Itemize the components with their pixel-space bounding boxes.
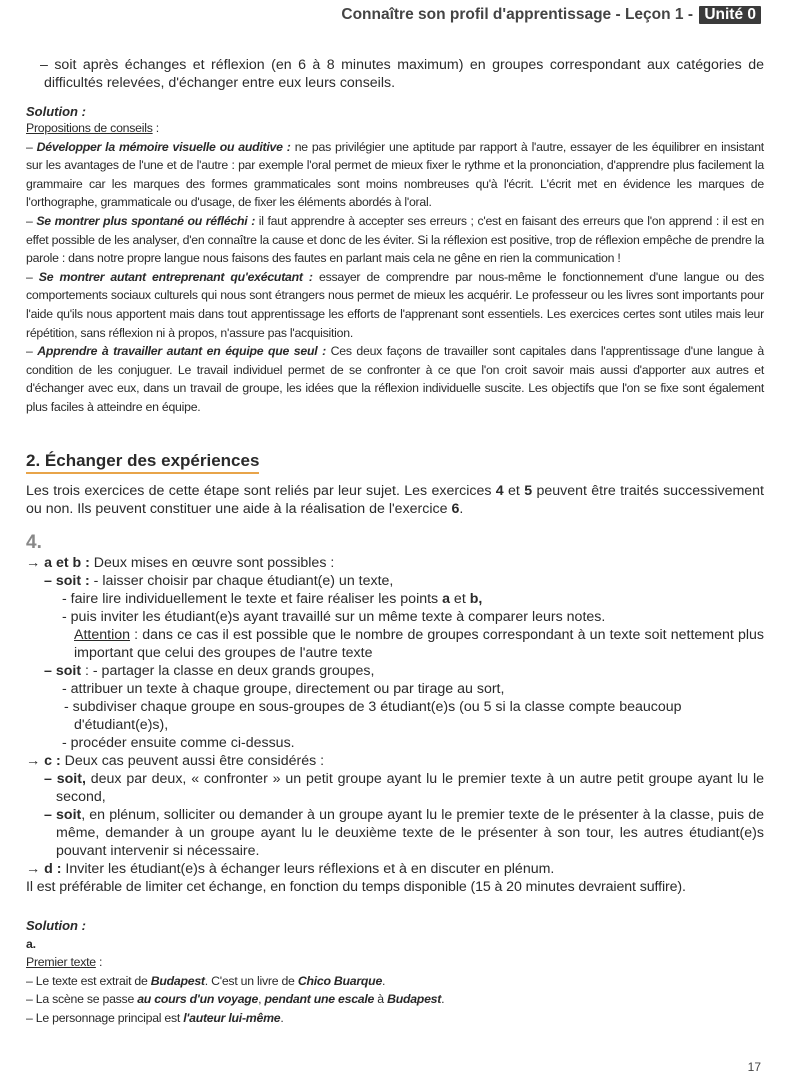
answer-text: à xyxy=(374,992,388,1007)
answer-text: . xyxy=(280,1010,284,1025)
option-bullet: - procéder ensuite comme ci-dessus. xyxy=(62,734,295,751)
case-label: – soit xyxy=(44,806,82,823)
step-label: → d : xyxy=(26,860,62,877)
bullet-text: et xyxy=(449,590,470,607)
conseil-text: Ces deux façons de travailler sont capitales dans l'apprentissage d'une langue à condition de les conjuguer. Le travail individuel permet de se confronter à ce que l'on croit savoir mais aussi d'apporter aux autres et d'échanger avec eux, dans un travail de groupe, les idées que la réflexion individuelle suscite. Les objectifs que l'on se fixe sont également plus faciles à atteindre en équipe. xyxy=(26,344,764,414)
section-intro-text: et xyxy=(503,482,525,499)
conseil-text: ne pas privilégier une aptitude par rapport à l'autre, essayer de les équilibrer en insistant sur les avantages de l'une et de l'autre : par exemple l'oral permet de mieux fixer le rythme et la prononciation, d'apprendre plus facilement la grammaire car les marques des formes grammaticales sont moins nombreuses qu'à l'écrit. L'écrit met en évidence les marques de l'orthographe, grammaticale ou d'usage, de fixer les éléments abordés à l'oral. xyxy=(26,139,764,210)
case-1 xyxy=(26,770,764,806)
option-bullet: - puis inviter les étudiant(e)s ayant travaillé sur un même texte à comparer leurs notes. xyxy=(62,608,606,625)
conseil-item xyxy=(26,342,764,416)
answer-emphasis: au cours d'un voyage xyxy=(137,992,259,1007)
step-c xyxy=(26,752,764,770)
exercise-ref: 4 xyxy=(495,482,504,499)
attention-label: Attention xyxy=(74,626,131,643)
answer-emphasis: l'auteur lui-même xyxy=(183,1010,281,1025)
conseil-dash: – xyxy=(26,344,38,359)
bullet-bold: b, xyxy=(469,590,483,607)
answer-line xyxy=(26,972,764,991)
option-soit-2 xyxy=(26,662,764,680)
conseils-subtitle xyxy=(26,119,764,138)
conseil-heading: Apprendre à travailler autant en équipe que seul : xyxy=(37,344,326,359)
page-number: 17 xyxy=(747,1060,761,1074)
option-bullet: - subdiviser chaque groupe en sous-groupes de 3 étudiant(e)s (ou 5 si la classe compte beaucoup d'étudiant(e)s), xyxy=(64,698,682,733)
section-title: 2. Échanger des expériences xyxy=(26,451,259,474)
step-label: → a et b : xyxy=(26,554,90,571)
page-content xyxy=(26,56,764,1027)
exercise-ref: 5 xyxy=(524,482,533,499)
option-bullet xyxy=(26,590,764,608)
answer-line xyxy=(26,1009,764,1028)
conseil-item xyxy=(26,268,764,342)
conseils-subtitle-text: Propositions de conseils xyxy=(26,121,153,135)
answer-text: . xyxy=(441,992,445,1007)
running-header xyxy=(341,6,761,24)
exercise-number: 4. xyxy=(26,531,42,553)
conseil-heading: Se montrer autant entreprenant qu'exécutant : xyxy=(38,269,313,284)
option-label: – soit : xyxy=(44,572,90,589)
option-soit-1 xyxy=(26,572,764,590)
step-ab xyxy=(26,554,764,572)
answer-emphasis: Budapest xyxy=(150,973,205,988)
answer-emphasis: pendant une escale xyxy=(264,992,375,1007)
step-label: → c : xyxy=(26,752,61,769)
attention-text: : dans ce cas il est possible que le nombre de groupes correspondant à un texte soit nettement plus important que celui des groupes de l'autre texte xyxy=(74,626,764,661)
conseil-heading: Développer la mémoire visuelle ou auditive : xyxy=(36,139,291,154)
answer-line xyxy=(26,990,764,1009)
bullet-text: - faire lire individuellement le texte et faire réaliser les points xyxy=(62,590,443,607)
answer-text: . C'est un livre de xyxy=(204,973,298,988)
option-bullet: - attribuer un texte à chaque groupe, directement ou par tirage au sort, xyxy=(62,680,505,697)
answer-text: – La scène se passe xyxy=(26,992,138,1007)
answer-emphasis: Budapest xyxy=(387,992,442,1007)
unit-badge: Unité 0 xyxy=(699,6,761,24)
answer-letter: a. xyxy=(26,936,36,951)
answer-text: . xyxy=(382,973,386,988)
section-intro-text: peuvent être traités successivement ou non. Ils peuvent constituer une aide à la réalisation de l'exercice xyxy=(26,482,765,517)
conseil-heading: Se montrer plus spontané ou réfléchi : xyxy=(36,213,256,228)
answer-emphasis: Chico Buarque xyxy=(297,973,383,988)
text-subtitle-text: Premier texte xyxy=(26,955,96,970)
step-text: Deux cas peuvent aussi être considérés : xyxy=(60,752,325,769)
header-title: Connaître son profil d'apprentissage - Leçon 1 - xyxy=(341,6,693,23)
section-intro-text: . xyxy=(459,500,464,517)
conseil-text: il faut apprendre à accepter ses erreurs ; c'est en faisant des erreurs que l'on apprend : il est en effet possible de les analyser, d'en connaître la cause et donc de les éviter. Si la réflexion est positive, trop de réflexion empêche de prendre la parole : dans notre propre langue nous faisons des fautes en parlant mais cela ne gêne en rien la communication ! xyxy=(26,213,764,266)
attention-note xyxy=(26,626,764,662)
solution-label: Solution : xyxy=(26,104,86,119)
step-text: Deux mises en œuvre sont possibles : xyxy=(89,554,335,571)
answer-text: – Le personnage principal est xyxy=(26,1010,184,1025)
text-subtitle-suffix: : xyxy=(95,955,103,970)
solution-label: Solution : xyxy=(26,917,86,933)
case-text: deux par deux, « confronter » un petit groupe ayant lu le premier texte à un autre petit groupe ayant lu le second, xyxy=(56,770,765,805)
answer-text: – Le texte est extrait de xyxy=(26,973,151,988)
conseil-item xyxy=(26,138,764,212)
option-label: – soit xyxy=(44,662,82,679)
conseil-text: essayer de comprendre par nous-même le fonctionnement d'une langue ou des comportements sociaux culturels qui nous sont étrangers nous permet de mieux les acquérir. Le professeur ou les livres sont importants pour l'aide qu'ils nous apportent mais dans tout apprentissage les efforts de l'apprenant sont essentiels. Les exercices certes sont utiles mais leur répétition, sans réflexion ni à propos, n'assure pas l'acquisition. xyxy=(26,269,765,340)
exercise-ref: 6 xyxy=(451,500,460,517)
answer-text: , xyxy=(258,992,265,1007)
step-text: Inviter les étudiant(e)s à échanger leurs réflexions et à en discuter en plénum. xyxy=(61,860,555,877)
step-d xyxy=(26,860,764,878)
case-2 xyxy=(26,806,764,860)
conseil-dash: – xyxy=(26,213,37,228)
conseils-subtitle-suffix: : xyxy=(152,121,159,135)
text-subtitle xyxy=(26,953,764,972)
bullet-bold: a xyxy=(442,590,450,607)
intro-line: – soit après échanges et réflexion (en 6 à 8 minutes maximum) en groupes correspondant aux catégories de difficultés relevées, d'échanger entre eux leurs conseils. xyxy=(40,57,764,91)
conseil-dash: – xyxy=(26,269,39,284)
case-label: – soit, xyxy=(44,770,86,787)
option-text: - laisser choisir par chaque étudiant(e) un texte, xyxy=(89,572,394,589)
section-intro xyxy=(26,482,764,518)
section-intro-text: Les trois exercices de cette étape sont reliés par leur sujet. Les exercices xyxy=(26,482,496,499)
closing-note: Il est préférable de limiter cet échange, en fonction du temps disponible (15 à 20 minutes devraient suffire). xyxy=(26,878,686,895)
option-text: : - partager la classe en deux grands groupes, xyxy=(81,662,375,679)
case-text: , en plénum, solliciter ou demander à un groupe ayant lu le premier texte de le présenter à la classe, puis de même, demander à un groupe ayant lu le deuxième texte de le présenter à son tour, les autres étudiant(e)s pouvant intervenir si nécessaire. xyxy=(56,806,764,859)
conseil-item xyxy=(26,212,764,268)
conseil-dash: – xyxy=(26,139,37,154)
